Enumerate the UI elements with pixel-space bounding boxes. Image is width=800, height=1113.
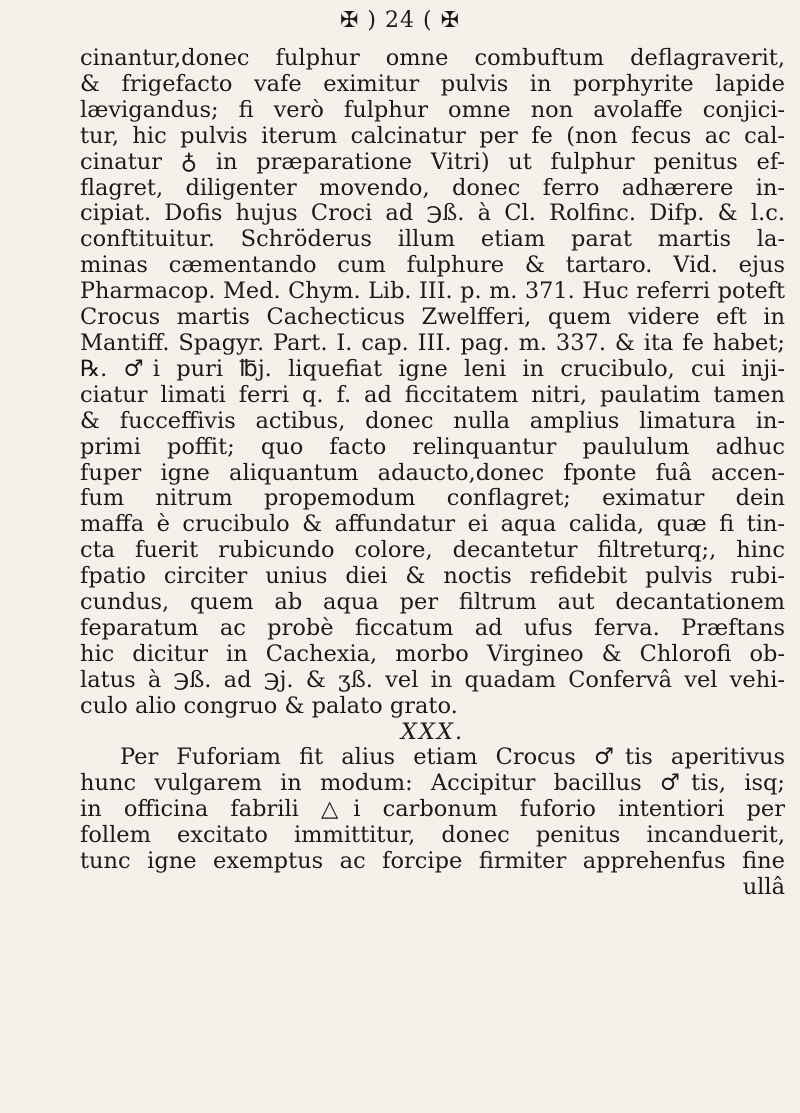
text-line: flagret, diligenter movendo, donec ferro adhærere in- [80, 174, 785, 201]
text-line: Pharmacop. Med. Chym. Lib. III. p. m. 371. Huc referri poteft [80, 278, 785, 305]
catchword: ullâ [742, 874, 785, 900]
text-line: tunc igne exemptus ac forcipe firmiter apprehenfus fine [80, 848, 785, 875]
text-line: primi poffit; quo facto relinquantur paululum adhuc [80, 433, 785, 460]
body-text [80, 46, 785, 901]
text-line: cta fuerit rubicundo colore, decantetur filtreturq;, hinc [80, 537, 785, 564]
text-line: hic dicitur in Cachexia, morbo Virgineo & Chlorofi ob- [80, 640, 785, 667]
text-line: cinatur ♁ in præparatione Vitri) ut fulphur penitus ef- [80, 148, 785, 175]
text-line: lævigandus; fi verò fulphur omne non avolaffe conjici- [80, 96, 785, 123]
text-line: fum nitrum propemodum conflagret; eximatur dein [80, 485, 785, 512]
text-line: Crocus martis Cachecticus Zwelfferi, quem videre eft in [80, 304, 785, 331]
text-line: hunc vulgarem in modum: Accipitur bacillus ♂tis, isq; [80, 770, 785, 797]
text-line: minas cæmentando cum fulphure & tartaro. Vid. ejus [80, 252, 785, 279]
text-line: latus à ℈ß. ad ℈j. & ʒß. vel in quadam Confervâ vel vehi- [80, 666, 785, 693]
text-line: feparatum ac probè ficcatum ad ufus ferva. Præftans [80, 614, 785, 641]
text-line: conftituitur. Schröderus illum etiam parat martis la- [80, 226, 785, 253]
text-line: tur, hic pulvis iterum calcinatur per fe (non fecus ac cal- [80, 122, 785, 149]
page-header: ✠ ) 24 ( ✠ [340, 8, 460, 33]
text-line: maffa è crucibulo & affundatur ei aqua calida, quæ fi tin- [80, 511, 785, 538]
text-line: fpatio circiter unius diei & noctis refidebit pulvis rubi- [80, 563, 785, 590]
text-line: ℞. ♂i puri ℔j. liquefiat igne leni in crucibulo, cui inji- [80, 355, 785, 382]
text-line: & fucceffivis actibus, donec nulla amplius limatura in- [80, 407, 785, 434]
text-line: Per Fuforiam fit alius etiam Crocus ♂tis aperitivus [120, 744, 785, 771]
section-number: XXX. [400, 718, 465, 745]
text-line: ciatur limati ferri q. f. ad ficcitatem nitri, paulatim tamen [80, 381, 785, 408]
text-line: cipiat. Dofis hujus Croci ad ℈ß. à Cl. Rolfinc. Difp. & l.c. [80, 200, 785, 227]
text-line: Mantiff. Spagyr. Part. I. cap. III. pag. m. 337. & ita fe habet; [80, 329, 785, 356]
text-line: culo alio congruo & palato grato. [80, 692, 458, 719]
text-line: cinantur,donec fulphur omne combuftum deflagraverit, [80, 45, 785, 71]
text-line: & frigefacto vafe eximitur pulvis in porphyrite lapide [80, 70, 785, 97]
text-line: fuper igne aliquantum adaucto,donec fponte fuâ accen- [80, 459, 785, 486]
text-line: in officina fabrili △i carbonum fuforio intentiori per [80, 796, 785, 823]
text-line: cundus, quem ab aqua per filtrum aut decantationem [80, 589, 785, 616]
text-line: follem excitato immittitur, donec penitus incanduerit, [80, 822, 785, 849]
